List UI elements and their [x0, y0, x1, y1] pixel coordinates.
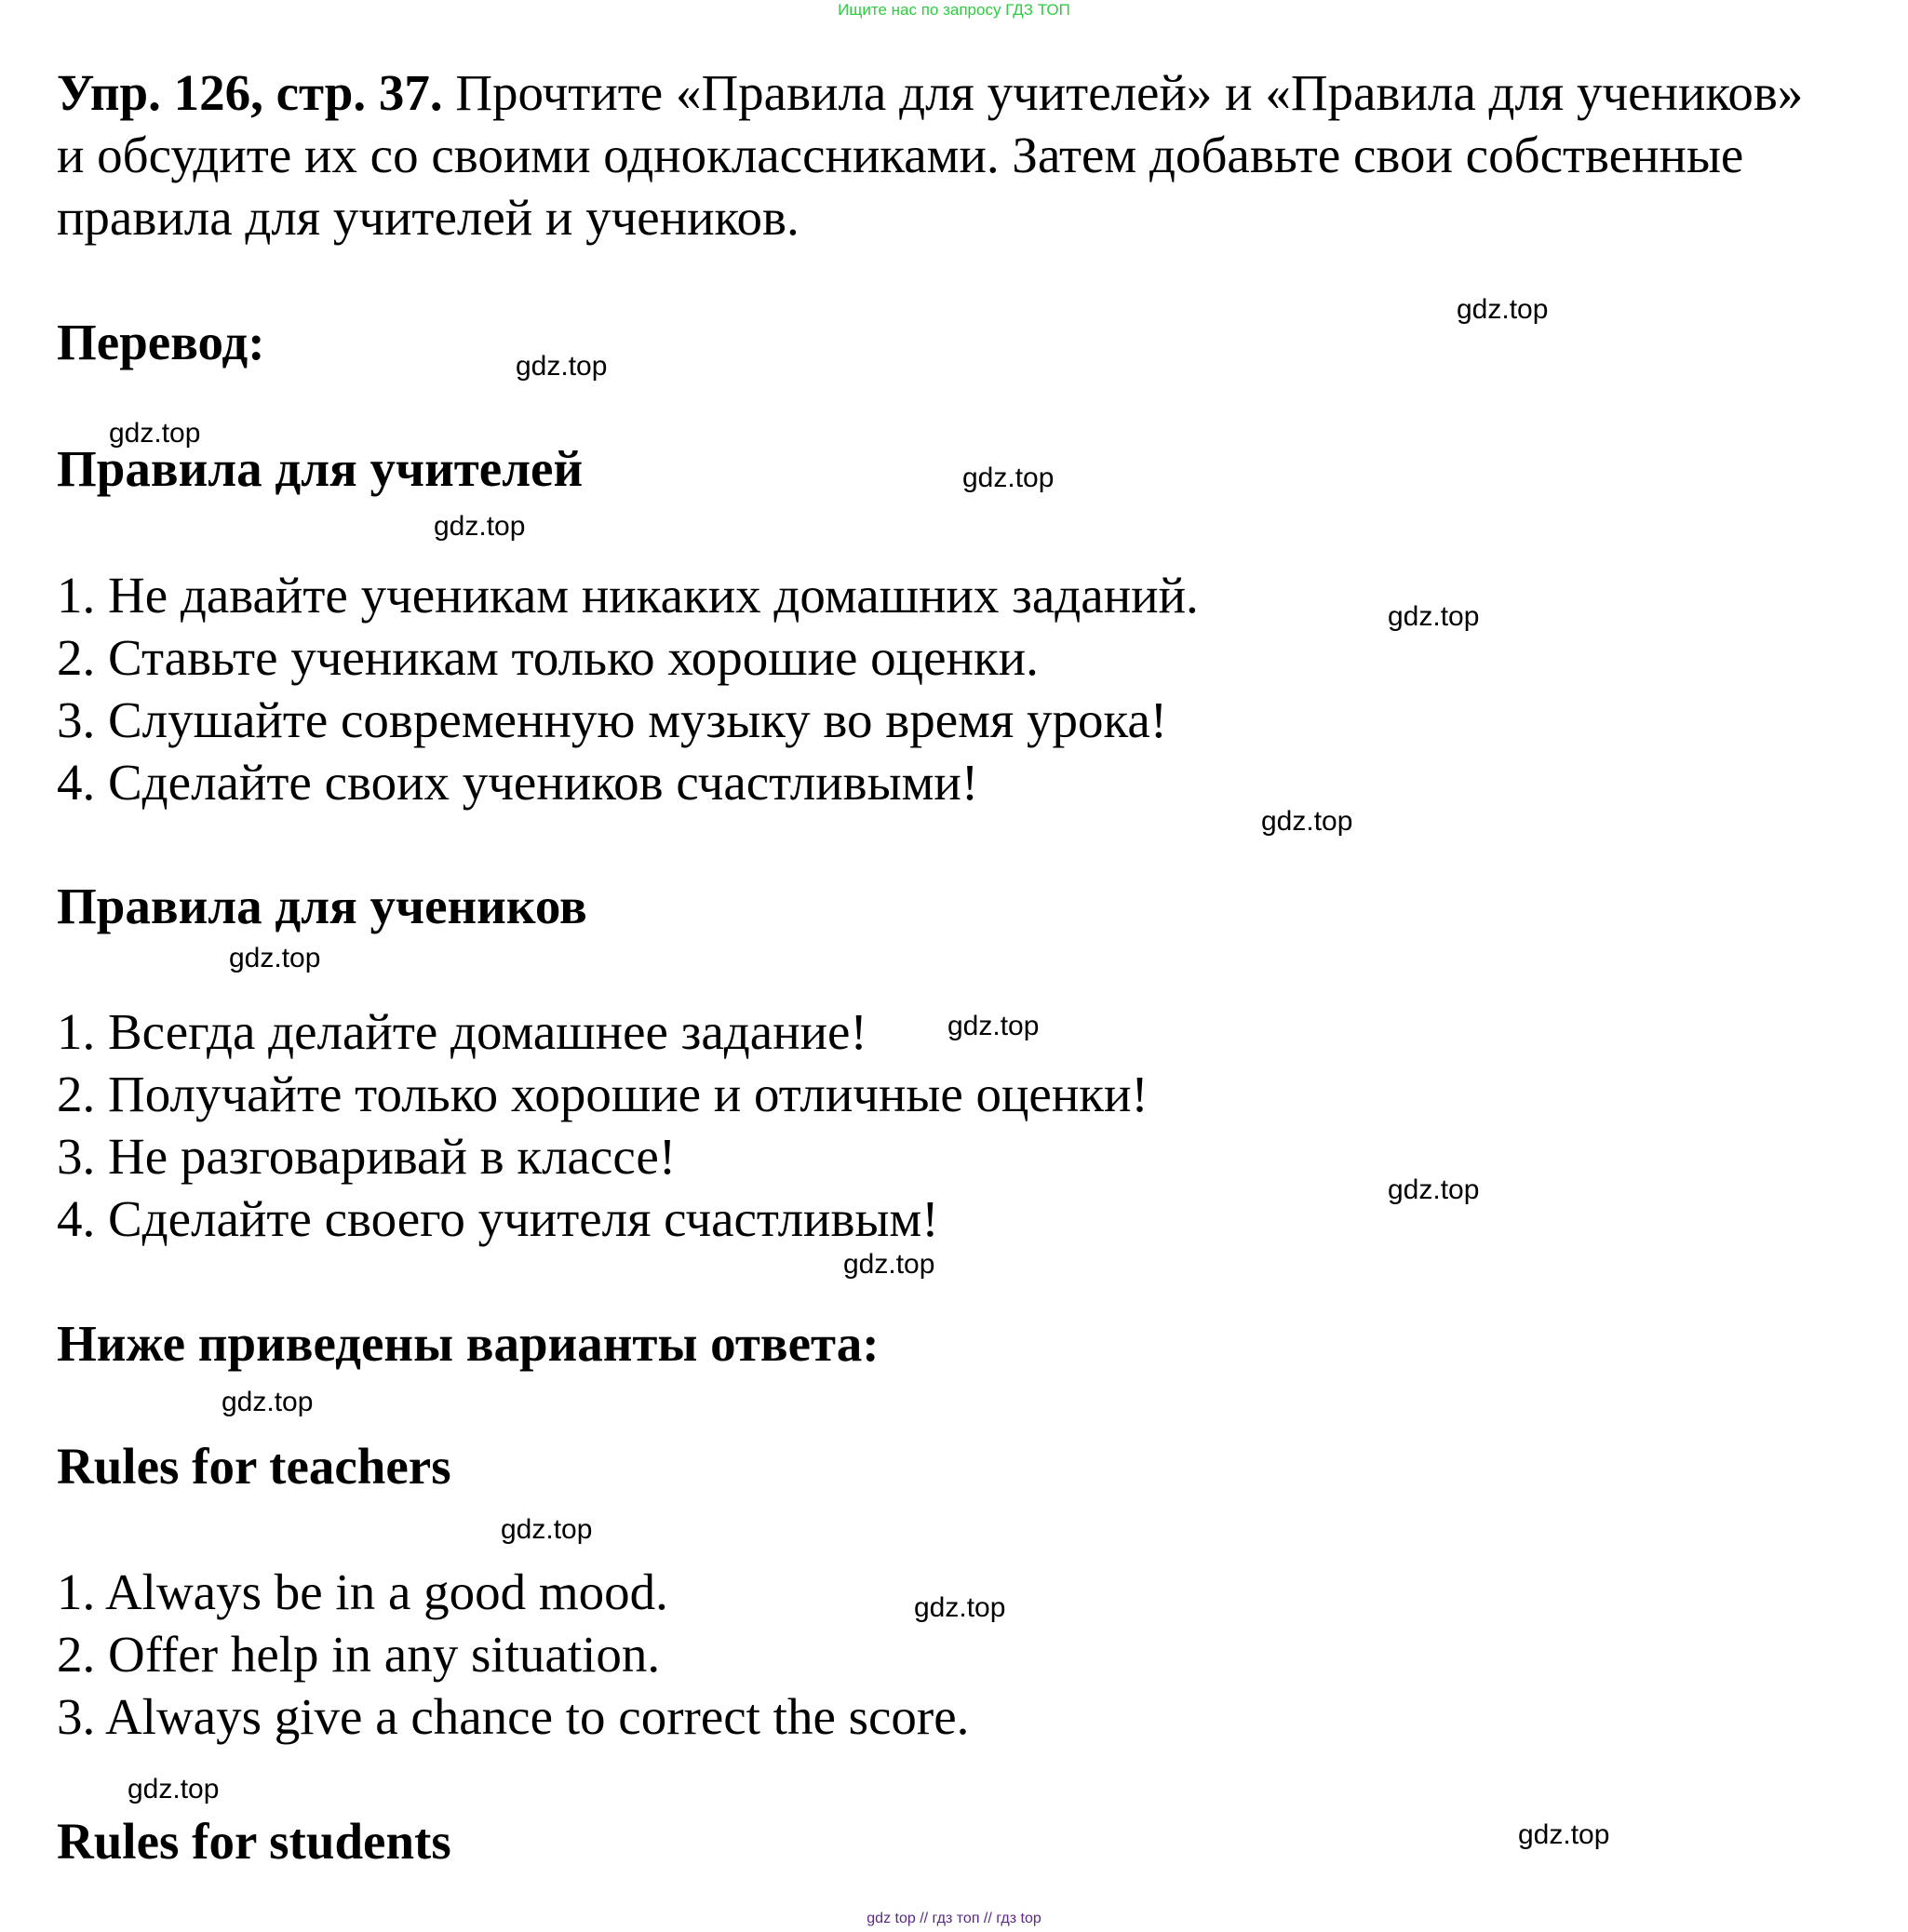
watermark: gdz.top	[434, 511, 526, 542]
watermark: gdz.top	[222, 1387, 314, 1417]
teachers-ru-item: 2. Ставьте ученикам только хорошие оценки.	[57, 629, 1039, 686]
answers-heading: Ниже приведены варианты ответа:	[57, 1315, 880, 1372]
watermark: gdz.top	[109, 418, 201, 449]
watermark: gdz.top	[1518, 1819, 1610, 1850]
teachers-en-item: 2. Offer help in any situation.	[57, 1626, 661, 1683]
teachers-ru-item: 4. Сделайте своих учеников счастливыми!	[57, 754, 979, 811]
teachers-en-item: 1. Always be in a good mood.	[57, 1563, 668, 1620]
watermark: gdz.top	[1457, 294, 1549, 325]
students-ru-title: Правила для учеников	[57, 878, 587, 934]
teachers-ru-title: Правила для учителей	[57, 440, 584, 497]
watermark: gdz.top	[501, 1514, 593, 1545]
teachers-ru-item: 3. Слушайте современную музыку во время урока!	[57, 691, 1168, 748]
watermark: gdz.top	[516, 351, 608, 382]
students-ru-item: 3. Не разговаривай в классе!	[57, 1128, 677, 1185]
watermark: gdz.top	[947, 1011, 1040, 1041]
watermark: gdz.top	[962, 463, 1055, 493]
watermark: gdz.top	[1388, 1174, 1480, 1205]
top-banner: Ищите нас по запросу ГДЗ ТОП	[838, 1, 1070, 19]
translation-heading: Перевод:	[57, 314, 265, 370]
task-text: Прочтите «Правила для учителей» и «Правила для учеников» и обсудите их со своими одноклассниками. Затем добавьте свои собственные правила для учителей и учеников.	[57, 64, 1804, 246]
watermark: gdz.top	[128, 1774, 220, 1805]
students-ru-item: 2. Получайте только хорошие и отличные оценки!	[57, 1066, 1149, 1122]
bottom-banner: gdz top // гдз топ // гдз top	[867, 1911, 1041, 1926]
task-label: Упр. 126, стр. 37.	[57, 64, 443, 121]
teachers-en-item: 3. Always give a chance to correct the score.	[57, 1688, 970, 1745]
watermark: gdz.top	[843, 1249, 935, 1280]
task-statement	[57, 61, 1825, 248]
students-ru-item: 4. Сделайте своего учителя счастливым!	[57, 1190, 939, 1247]
students-en-title: Rules for students	[57, 1813, 451, 1870]
teachers-en-title: Rules for teachers	[57, 1438, 451, 1495]
watermark: gdz.top	[914, 1592, 1006, 1623]
students-ru-item: 1. Всегда делайте домашнее задание!	[57, 1003, 867, 1060]
watermark: gdz.top	[229, 943, 321, 973]
teachers-ru-item: 1. Не давайте ученикам никаких домашних заданий.	[57, 567, 1199, 624]
watermark: gdz.top	[1261, 806, 1353, 837]
watermark: gdz.top	[1388, 601, 1480, 632]
